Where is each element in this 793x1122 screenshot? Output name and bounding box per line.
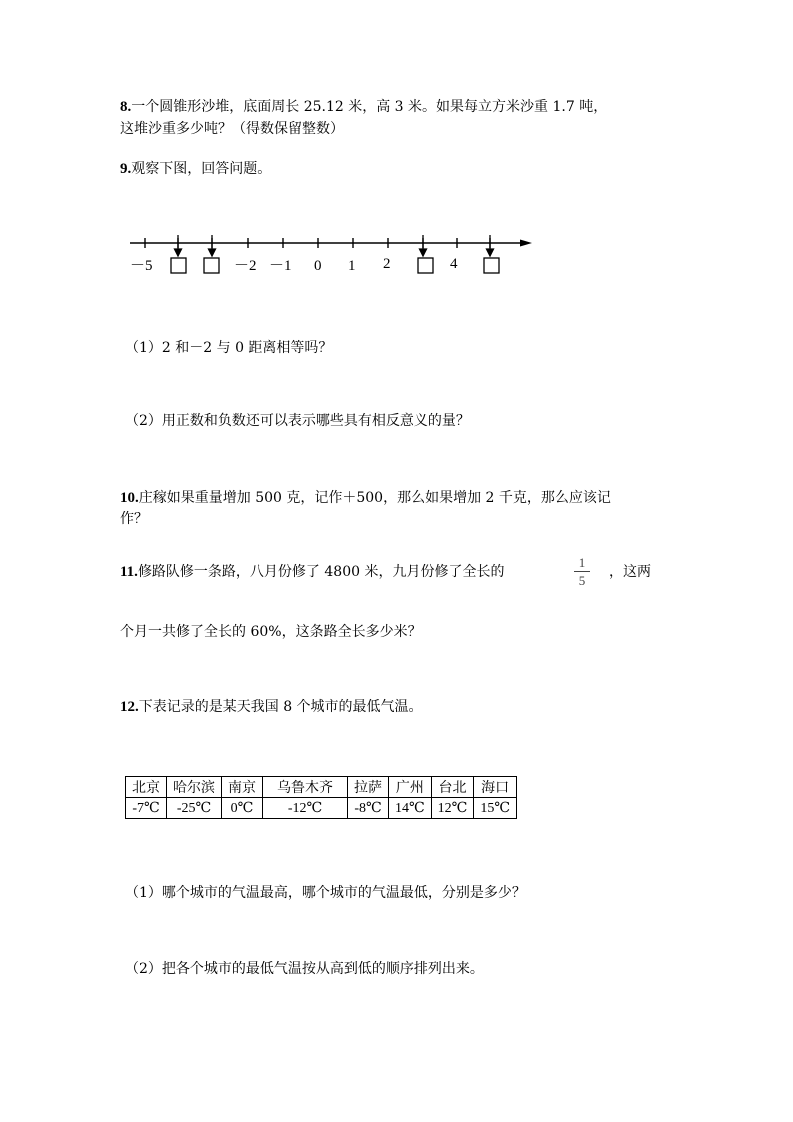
question-9-text: 观察下图，回答问题。 xyxy=(131,161,272,177)
number-line-label: －1 xyxy=(269,258,292,274)
temp-cell: -25℃ xyxy=(167,798,222,819)
question-12-sub-2: （2）把各个城市的最低气温按从高到低的顺序排列出来。 xyxy=(125,961,484,977)
down-arrow-icon xyxy=(420,249,427,256)
fraction-one-fifth xyxy=(574,555,590,588)
city-cell: 台北 xyxy=(431,777,474,798)
city-cell: 拉萨 xyxy=(348,777,389,798)
question-9-sub-1: （1）2 和－2 与 0 距离相等吗？ xyxy=(125,340,333,356)
question-9-number: 9. xyxy=(120,161,132,177)
question-12-prompt xyxy=(120,696,423,716)
down-arrow-icon xyxy=(175,249,182,256)
question-9-sub-2: （2）用正数和负数还可以表示哪些具有相反意义的量？ xyxy=(125,413,470,429)
number-line-figure xyxy=(120,225,540,285)
blank-box-3 xyxy=(418,258,433,273)
number-line-arrowhead xyxy=(520,240,532,247)
table-row-temps xyxy=(126,798,517,819)
city-cell: 南京 xyxy=(222,777,263,798)
city-cell: 乌鲁木齐 xyxy=(263,777,348,798)
city-cell: 北京 xyxy=(126,777,167,798)
temp-cell: 12℃ xyxy=(431,798,474,819)
temp-cell: 14℃ xyxy=(389,798,432,819)
question-12-number: 12. xyxy=(120,699,139,715)
question-10-line-2: 作？ xyxy=(120,511,148,527)
number-line-label: －2 xyxy=(234,258,257,274)
question-11-line-2: 个月一共修了全长的 60%，这条路全长多少米？ xyxy=(120,624,422,640)
question-10-line-1 xyxy=(120,487,611,507)
question-10-text: 庄稼如果重量增加 500 克，记作＋500，那么如果增加 2 千克，那么应该记 xyxy=(138,490,611,506)
fraction-numerator: 1 xyxy=(578,555,586,570)
temp-cell: -7℃ xyxy=(126,798,167,819)
question-12-sub-1: （1）哪个城市的气温最高，哪个城市的气温最低，分别是多少？ xyxy=(125,885,526,901)
question-10-number: 10. xyxy=(120,490,139,506)
fraction-bar xyxy=(574,571,590,572)
blank-box-4 xyxy=(484,258,499,273)
number-line-label: －5 xyxy=(130,258,153,274)
question-8-text: 一个圆锥形沙堆，底面周长 25.12 米，高 3 米。如果每立方米沙重 1.7 吨， xyxy=(131,99,608,115)
question-8-number: 8. xyxy=(120,99,132,115)
temp-cell: 15℃ xyxy=(474,798,517,819)
temp-cell: 0℃ xyxy=(222,798,263,819)
city-cell: 哈尔滨 xyxy=(167,777,222,798)
fraction-denominator: 5 xyxy=(578,573,586,588)
question-11-text-a: 修路队修一条路，八月份修了 4800 米，九月份修了全长的 xyxy=(137,564,505,580)
question-9-prompt xyxy=(120,158,271,178)
number-line-label: 2 xyxy=(383,256,391,272)
question-8-line-1 xyxy=(120,96,607,116)
temp-cell: -12℃ xyxy=(263,798,348,819)
question-12-text: 下表记录的是某天我国 8 个城市的最低气温。 xyxy=(138,699,423,715)
question-11-number: 11. xyxy=(120,564,138,580)
blank-box-1 xyxy=(171,258,186,273)
question-8-line-2: 这堆沙重多少吨？（得数保留整数） xyxy=(120,121,344,137)
temp-cell: -8℃ xyxy=(348,798,389,819)
blank-box-2 xyxy=(204,258,219,273)
question-11-line-1 xyxy=(120,561,504,581)
number-line-label: 4 xyxy=(450,256,458,272)
down-arrow-icon xyxy=(487,249,494,256)
table-row-cities xyxy=(126,777,517,798)
temperature-table xyxy=(125,776,517,819)
number-line-label: 1 xyxy=(348,258,356,274)
city-cell: 海口 xyxy=(474,777,517,798)
pointer-arrows xyxy=(175,235,494,256)
number-line-label: 0 xyxy=(314,258,322,274)
question-11-text-b: ，这两 xyxy=(609,564,651,580)
city-cell: 广州 xyxy=(389,777,432,798)
down-arrow-icon xyxy=(209,249,216,256)
